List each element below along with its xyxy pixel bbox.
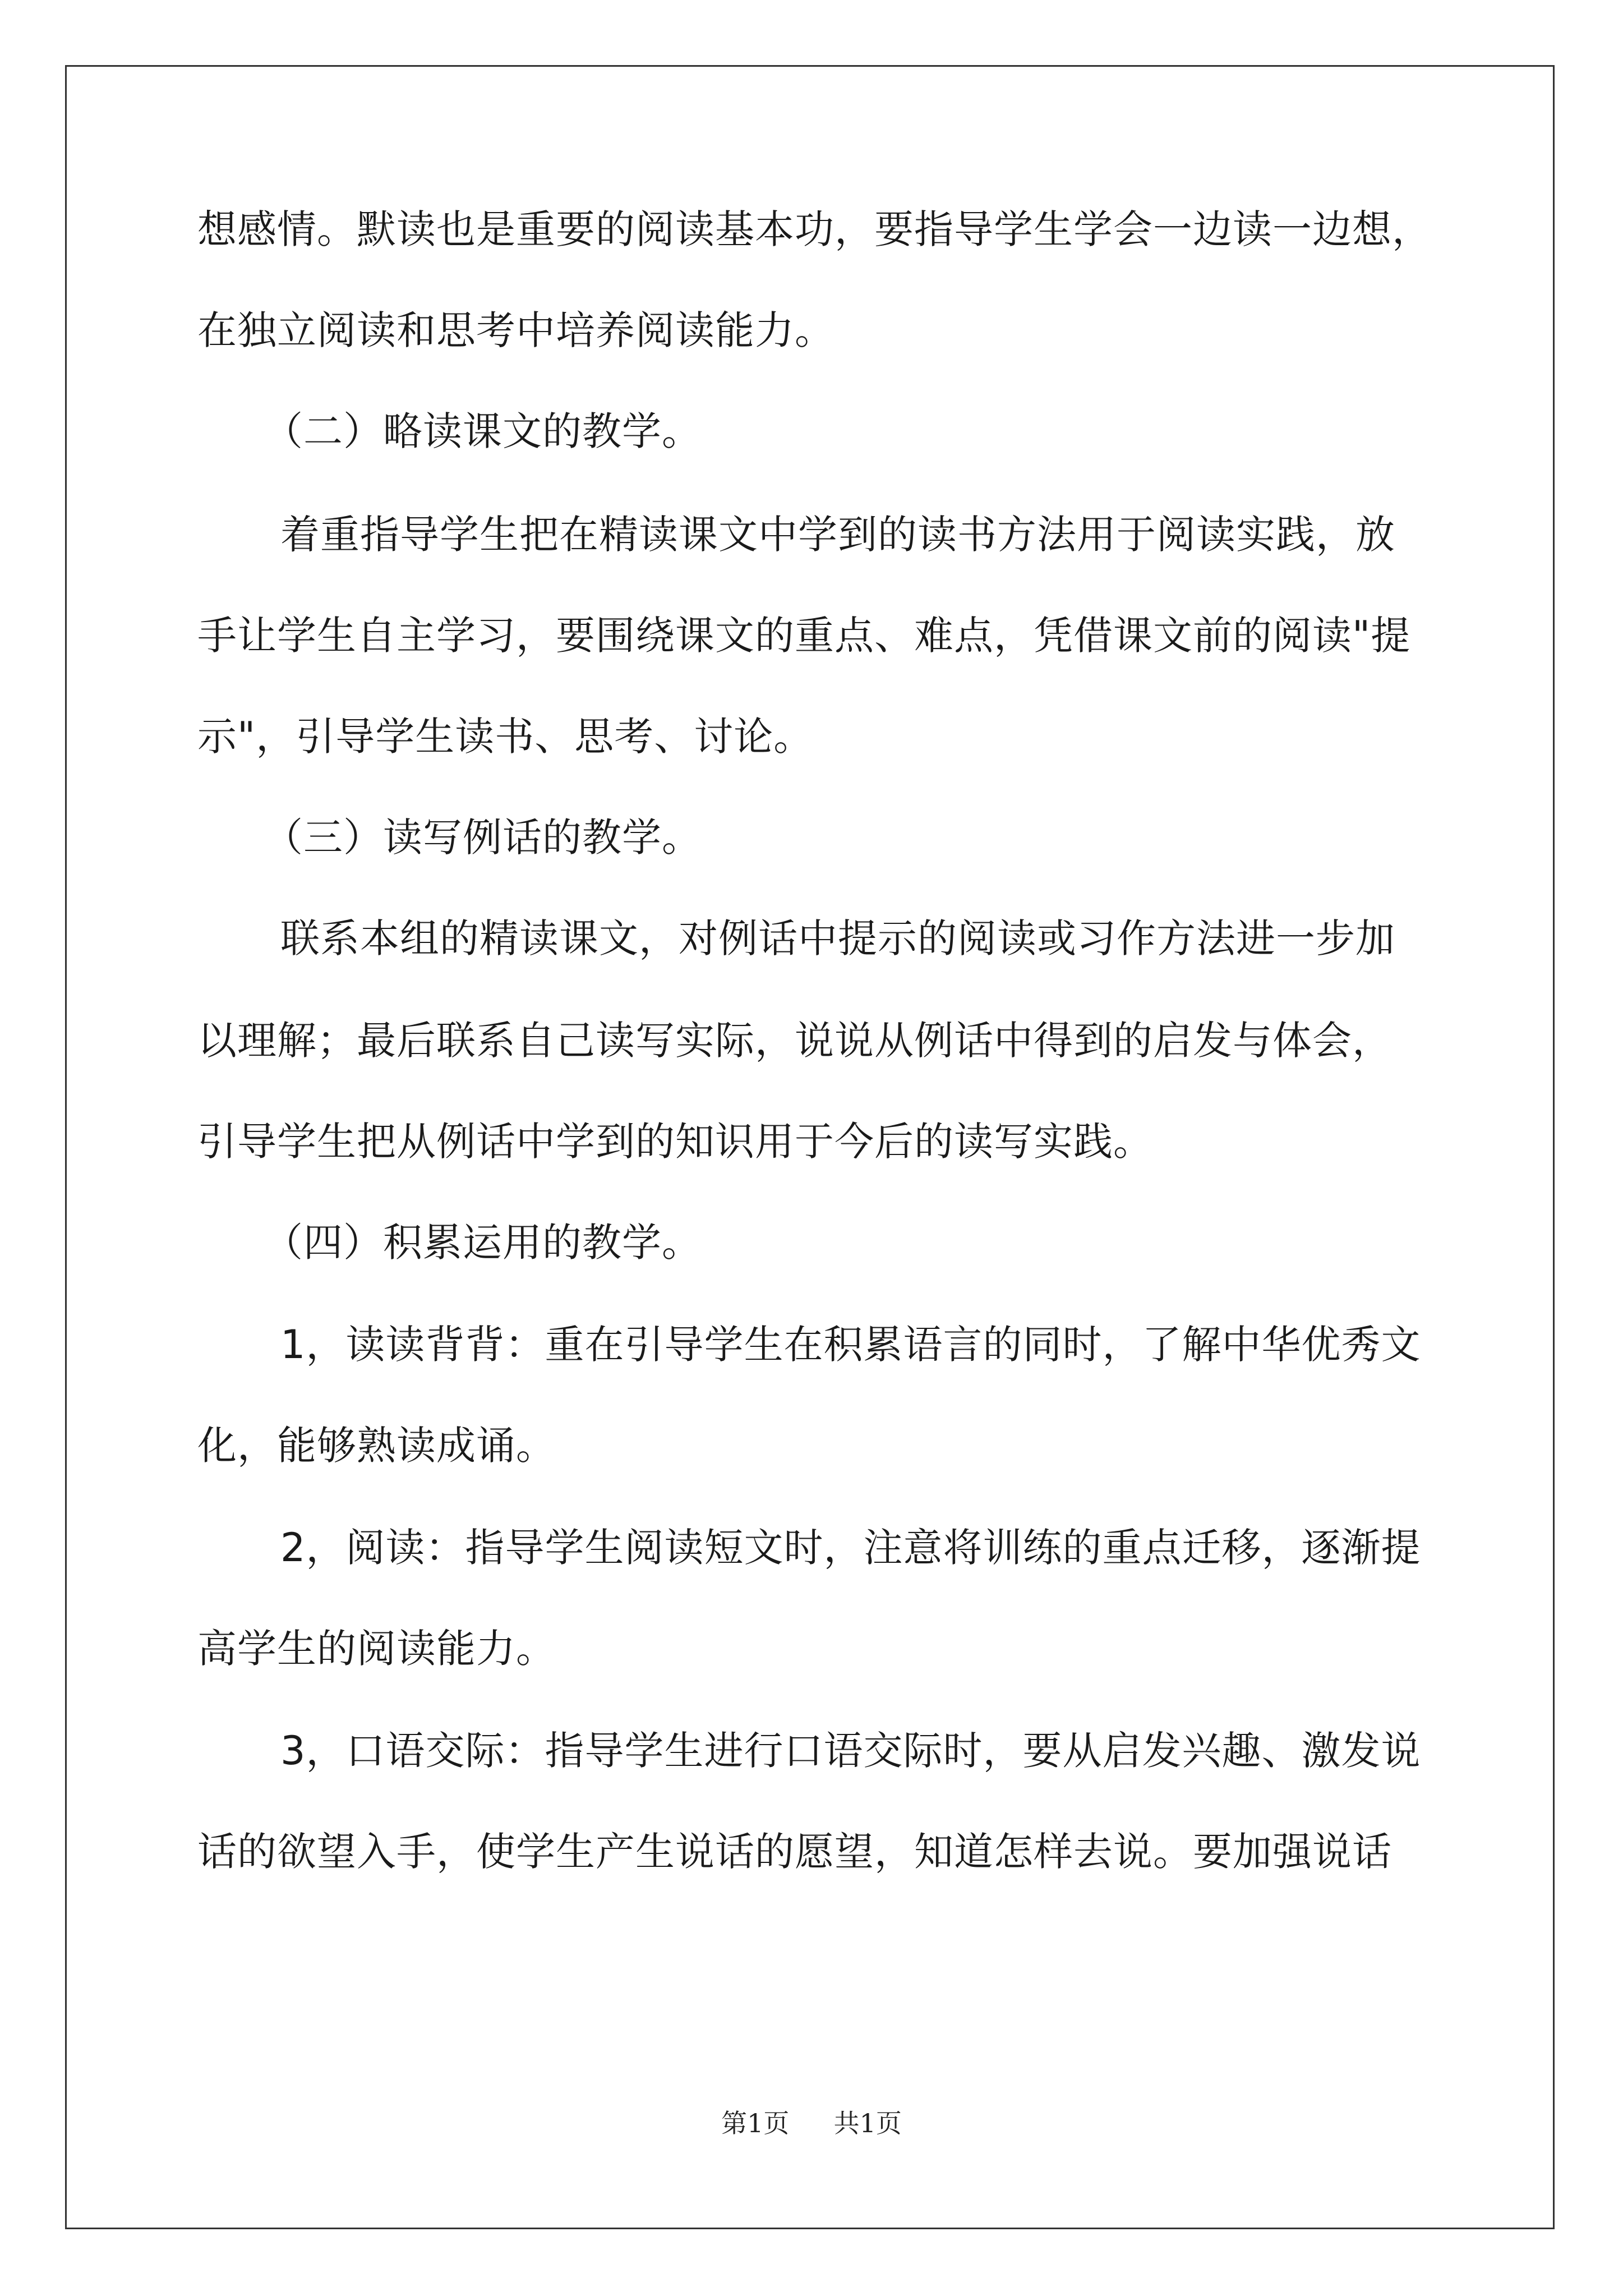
page-footer [0,2106,1623,2140]
text-line: 话的欲望入手，使学生产生说话的愿望，知道怎样去说。要加强说话 [197,1829,1392,1875]
text-line: 高学生的阅读能力。 [197,1626,556,1672]
page-number: 第1页 [721,2108,790,2138]
text-line: 示"，引导学生读书、思考、讨论。 [197,714,814,760]
text-line: 想感情。默读也是重要的阅读基本功，要指导学生学会一边读一边想， [197,206,1432,252]
text-line: 手让学生自主学习，要围绕课文的重点、难点，凭借课文前的阅读"提 [197,613,1411,659]
section-heading: （二）略读课文的教学。 [264,408,702,454]
section-heading: （三）读写例话的教学。 [264,815,702,861]
text-line: 2，阅读：指导学生阅读短文时，注意将训练的重点迁移，逐渐提 [280,1525,1421,1571]
total-pages: 共1页 [833,2108,902,2138]
text-line: 3，口语交际：指导学生进行口语交际时，要从启发兴趣、激发说 [280,1728,1421,1774]
text-line: 引导学生把从例话中学到的知识用于今后的读写实践。 [197,1119,1153,1165]
text-line: 在独立阅读和思考中培养阅读能力。 [197,307,834,353]
text-line: 着重指导学生把在精读课文中学到的读书方法用于阅读实践，放 [280,512,1395,558]
text-line: 以理解；最后联系自己读写实际，说说从例话中得到的启发与体会， [197,1018,1392,1064]
text-line: 化，能够熟读成诵。 [197,1423,556,1469]
section-heading: （四）积累运用的教学。 [264,1220,702,1266]
text-line: 联系本组的精读课文，对例话中提示的阅读或习作方法进一步加 [280,915,1395,961]
text-line: 1，读读背背：重在引导学生在积累语言的同时，了解中华优秀文 [280,1322,1421,1368]
